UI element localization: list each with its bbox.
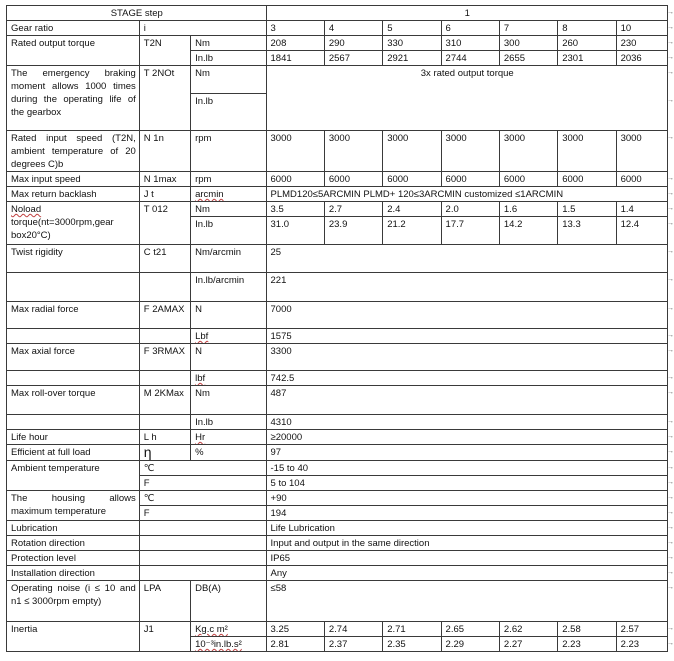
row-label — [7, 202, 140, 245]
cell: 3000 — [441, 131, 499, 172]
merged-value: 194 — [266, 506, 667, 521]
cell: 6000 — [324, 172, 382, 187]
row-label: Rated output torque — [7, 36, 140, 66]
cell: 3000 — [266, 131, 324, 172]
merged-value: 742.5 — [266, 371, 667, 386]
max-input-speed-row — [7, 172, 668, 187]
cell: 23.9 — [324, 217, 382, 245]
operating-noise-row — [7, 581, 668, 622]
row-symbol: F — [139, 476, 266, 491]
merged-value: 4310 — [266, 415, 667, 430]
row-label: Ambient temperature — [7, 461, 140, 491]
cell: 2.7 — [324, 202, 382, 217]
row-end-marker-icon: → — [667, 331, 674, 339]
cell: 1841 — [266, 51, 324, 66]
row-label — [7, 273, 140, 302]
row-end-marker-icon: → — [667, 417, 674, 425]
row-end-marker-icon: → — [667, 432, 674, 440]
cell: 310 — [441, 36, 499, 51]
merged-value: ≥20000 — [266, 430, 667, 445]
row-label: Lubrication — [7, 521, 140, 536]
row-end-marker-icon: → — [667, 624, 674, 632]
unit: Nm — [191, 66, 266, 94]
row-symbol: F — [139, 506, 266, 521]
merged-value: 221 — [266, 273, 667, 302]
row-symbol: N 1max — [139, 172, 190, 187]
cell: 290 — [324, 36, 382, 51]
row-symbol: J1 — [139, 622, 190, 652]
row-label — [7, 415, 140, 430]
row-symbol — [139, 566, 266, 581]
row-symbol: F 3RMAX — [139, 344, 190, 371]
twist-rigidity-row — [7, 245, 668, 273]
row-symbol: LPA — [139, 581, 190, 622]
cell: 1.4 — [616, 202, 667, 217]
row-end-marker-icon: → — [667, 304, 674, 312]
emergency-braking-row — [7, 66, 668, 94]
cell: 208 — [266, 36, 324, 51]
row-end-marker-icon: → — [667, 447, 674, 455]
cell: 230 — [616, 36, 667, 51]
row-symbol: F 2AMAX — [139, 302, 190, 329]
unit: In.lb — [191, 94, 266, 131]
cell: 3000 — [383, 131, 441, 172]
row-end-marker-icon: → — [667, 583, 674, 591]
cell: 2.29 — [441, 637, 499, 652]
unit: 10⁻³in.lb.s² — [191, 637, 266, 652]
noload-torque-row — [7, 202, 668, 217]
cell: 2.58 — [558, 622, 616, 637]
cell: 3000 — [558, 131, 616, 172]
cell: 6000 — [616, 172, 667, 187]
merged-value: PLMD120≤5ARCMIN PLMD+ 120≤3ARCMIN customized ≤1ARCMIN — [266, 187, 667, 202]
inertia-row — [7, 622, 668, 637]
cell: 2567 — [324, 51, 382, 66]
cell: 6000 — [441, 172, 499, 187]
ambient-temperature-row — [7, 461, 668, 476]
max-axial-force-row-2 — [7, 371, 668, 386]
rotation-direction-row — [7, 536, 668, 551]
row-label: Rated input speed (T2N, ambient temperature of 20 degrees C)b — [7, 131, 140, 172]
merged-value: IP65 — [266, 551, 667, 566]
cell: 6000 — [266, 172, 324, 187]
unit: Nm — [191, 202, 266, 217]
cell: 14.2 — [499, 217, 557, 245]
rated-output-torque-row — [7, 36, 668, 51]
row-end-marker-icon: → — [667, 538, 674, 546]
cell: 1.6 — [499, 202, 557, 217]
row-end-marker-icon: → — [667, 8, 674, 16]
cell: 3.25 — [266, 622, 324, 637]
row-symbol — [139, 371, 190, 386]
noload-rest: torque(nt=3000rpm,gear box20°C) — [11, 217, 114, 241]
row-end-marker-icon: → — [667, 275, 674, 283]
cell: 2.27 — [499, 637, 557, 652]
row-end-marker-icon: → — [667, 247, 674, 255]
row-end-marker-icon: → — [667, 463, 674, 471]
row-symbol: L h — [139, 430, 190, 445]
cell: 2.71 — [383, 622, 441, 637]
row-label: Inertia — [7, 622, 140, 652]
housing-temperature-row — [7, 491, 668, 506]
cell: 2655 — [499, 51, 557, 66]
merged-value: ≤58 — [266, 581, 667, 622]
header-row — [7, 6, 668, 21]
row-end-marker-icon: → — [667, 346, 674, 354]
merged-value: Input and output in the same direction — [266, 536, 667, 551]
cell: 330 — [383, 36, 441, 51]
row-label: Gear ratio — [7, 21, 140, 36]
unit: Lbf — [191, 329, 266, 344]
lubrication-row — [7, 521, 668, 536]
cell: 2.65 — [441, 622, 499, 637]
row-symbol: T 012 — [139, 202, 190, 245]
row-end-marker-icon: → — [667, 174, 674, 182]
unit: rpm — [191, 131, 266, 172]
spec-table — [6, 5, 668, 652]
max-radial-force-row — [7, 302, 668, 329]
row-symbol: C t21 — [139, 245, 190, 273]
row-symbol — [139, 273, 190, 302]
row-symbol — [139, 415, 190, 430]
cell: 2301 — [558, 51, 616, 66]
merged-value: 3x rated output torque — [266, 66, 667, 131]
cell: 2.23 — [558, 637, 616, 652]
row-end-marker-icon: → — [667, 388, 674, 396]
cell: 2.57 — [616, 622, 667, 637]
max-return-backlash-row — [7, 187, 668, 202]
noload-word: Noload — [11, 204, 42, 215]
life-hour-row — [7, 430, 668, 445]
merged-value: +90 — [266, 491, 667, 506]
cell: 13.3 — [558, 217, 616, 245]
cell: 2.37 — [324, 637, 382, 652]
row-symbol: T2N — [139, 36, 190, 66]
row-symbol: ℃ — [139, 491, 266, 506]
cell: 5 — [383, 21, 441, 36]
merged-value: -15 to 40 — [266, 461, 667, 476]
cell: 6 — [441, 21, 499, 36]
cell: 31.0 — [266, 217, 324, 245]
merged-value: 1575 — [266, 329, 667, 344]
cell: 6000 — [499, 172, 557, 187]
cell: 2.0 — [441, 202, 499, 217]
cell: 2.74 — [324, 622, 382, 637]
row-end-marker-icon: → — [667, 38, 674, 46]
row-end-marker-icon: → — [667, 478, 674, 486]
unit: Nm/arcmin — [191, 245, 266, 273]
row-label: Life hour — [7, 430, 140, 445]
row-end-marker-icon: → — [667, 508, 674, 516]
max-rollover-torque-row — [7, 386, 668, 415]
row-label: Twist rigidity — [7, 245, 140, 273]
cell: 4 — [324, 21, 382, 36]
max-axial-force-row — [7, 344, 668, 371]
cell: 2.81 — [266, 637, 324, 652]
twist-rigidity-row-2 — [7, 273, 668, 302]
row-label: Efficient at full load — [7, 445, 140, 461]
cell: 6000 — [558, 172, 616, 187]
gear-ratio-row — [7, 21, 668, 36]
row-end-marker-icon: → — [667, 68, 674, 76]
row-label — [7, 371, 140, 386]
row-label: The emergency braking moment allows 1000 times during the operating life of the gearbox — [7, 66, 140, 131]
row-end-marker-icon: → — [667, 189, 674, 197]
cell: 3000 — [324, 131, 382, 172]
row-symbol — [139, 536, 266, 551]
merged-value: 25 — [266, 245, 667, 273]
protection-level-row — [7, 551, 668, 566]
row-end-marker-icon: → — [667, 133, 674, 141]
row-symbol — [139, 521, 266, 536]
row-label: Max input speed — [7, 172, 140, 187]
unit: In.lb — [191, 51, 266, 66]
row-label: Max roll-over torque — [7, 386, 140, 415]
row-end-marker-icon: → — [667, 493, 674, 501]
unit: Hr — [191, 430, 266, 445]
row-symbol: i — [139, 21, 266, 36]
row-label: Installation direction — [7, 566, 140, 581]
row-label: The housing allows maximum temperature — [7, 491, 140, 521]
max-rollover-torque-row-2 — [7, 415, 668, 430]
merged-value: 7000 — [266, 302, 667, 329]
row-end-marker-icon: → — [667, 96, 674, 104]
header-stage: 1 — [266, 6, 667, 21]
unit: In.lb/arcmin — [191, 273, 266, 302]
unit: In.lb — [191, 415, 266, 430]
merged-value: 5 to 104 — [266, 476, 667, 491]
row-label — [7, 329, 140, 344]
cell: 300 — [499, 36, 557, 51]
cell: 2744 — [441, 51, 499, 66]
cell: 2036 — [616, 51, 667, 66]
max-radial-force-row-2 — [7, 329, 668, 344]
merged-value: Life Lubrication — [266, 521, 667, 536]
cell: 3 — [266, 21, 324, 36]
cell: 6000 — [383, 172, 441, 187]
row-end-marker-icon: → — [667, 639, 674, 647]
row-label: Rotation direction — [7, 536, 140, 551]
unit: % — [191, 445, 266, 461]
unit: Kg.c m² — [191, 622, 266, 637]
efficiency-row — [7, 445, 668, 461]
row-label: Max return backlash — [7, 187, 140, 202]
unit: DB(A) — [191, 581, 266, 622]
header-label: STAGE step — [7, 6, 267, 21]
unit: arcmin — [191, 187, 266, 202]
cell: 21.2 — [383, 217, 441, 245]
unit: N — [191, 302, 266, 329]
cell: 2.35 — [383, 637, 441, 652]
row-label: Operating noise (i ≤ 10 and n1 ≤ 3000rpm empty) — [7, 581, 140, 622]
cell: 2.23 — [616, 637, 667, 652]
row-end-marker-icon: → — [667, 53, 674, 61]
row-symbol: η — [139, 445, 190, 461]
cell: 7 — [499, 21, 557, 36]
cell: 3000 — [499, 131, 557, 172]
cell: 12.4 — [616, 217, 667, 245]
row-end-marker-icon: → — [667, 219, 674, 227]
row-symbol: T 2NOt — [139, 66, 190, 131]
installation-direction-row — [7, 566, 668, 581]
row-label: Max axial force — [7, 344, 140, 371]
cell: 3.5 — [266, 202, 324, 217]
row-end-marker-icon: → — [667, 23, 674, 31]
cell: 260 — [558, 36, 616, 51]
row-symbol: N 1n — [139, 131, 190, 172]
unit: rpm — [191, 172, 266, 187]
row-symbol — [139, 329, 190, 344]
row-end-marker-icon: → — [667, 568, 674, 576]
merged-value: 487 — [266, 386, 667, 415]
row-symbol: ℃ — [139, 461, 266, 476]
cell: 8 — [558, 21, 616, 36]
rated-input-speed-row — [7, 131, 668, 172]
row-label: Max radial force — [7, 302, 140, 329]
cell: 1.5 — [558, 202, 616, 217]
unit: Nm — [191, 36, 266, 51]
row-end-marker-icon: → — [667, 523, 674, 531]
unit: In.lb — [191, 217, 266, 245]
cell: 2.4 — [383, 202, 441, 217]
row-label: Protection level — [7, 551, 140, 566]
merged-value: 97 — [266, 445, 667, 461]
cell: 2921 — [383, 51, 441, 66]
row-symbol — [139, 551, 266, 566]
cell: 10 — [616, 21, 667, 36]
cell: 2.62 — [499, 622, 557, 637]
unit: lbf — [191, 371, 266, 386]
row-end-marker-icon: → — [667, 373, 674, 381]
cell: 17.7 — [441, 217, 499, 245]
unit: Nm — [191, 386, 266, 415]
row-symbol: M 2KMax — [139, 386, 190, 415]
row-end-marker-icon: → — [667, 204, 674, 212]
cell: 3000 — [616, 131, 667, 172]
row-symbol: J t — [139, 187, 190, 202]
merged-value: Any — [266, 566, 667, 581]
row-end-marker-icon: → — [667, 553, 674, 561]
unit: N — [191, 344, 266, 371]
merged-value: 3300 — [266, 344, 667, 371]
